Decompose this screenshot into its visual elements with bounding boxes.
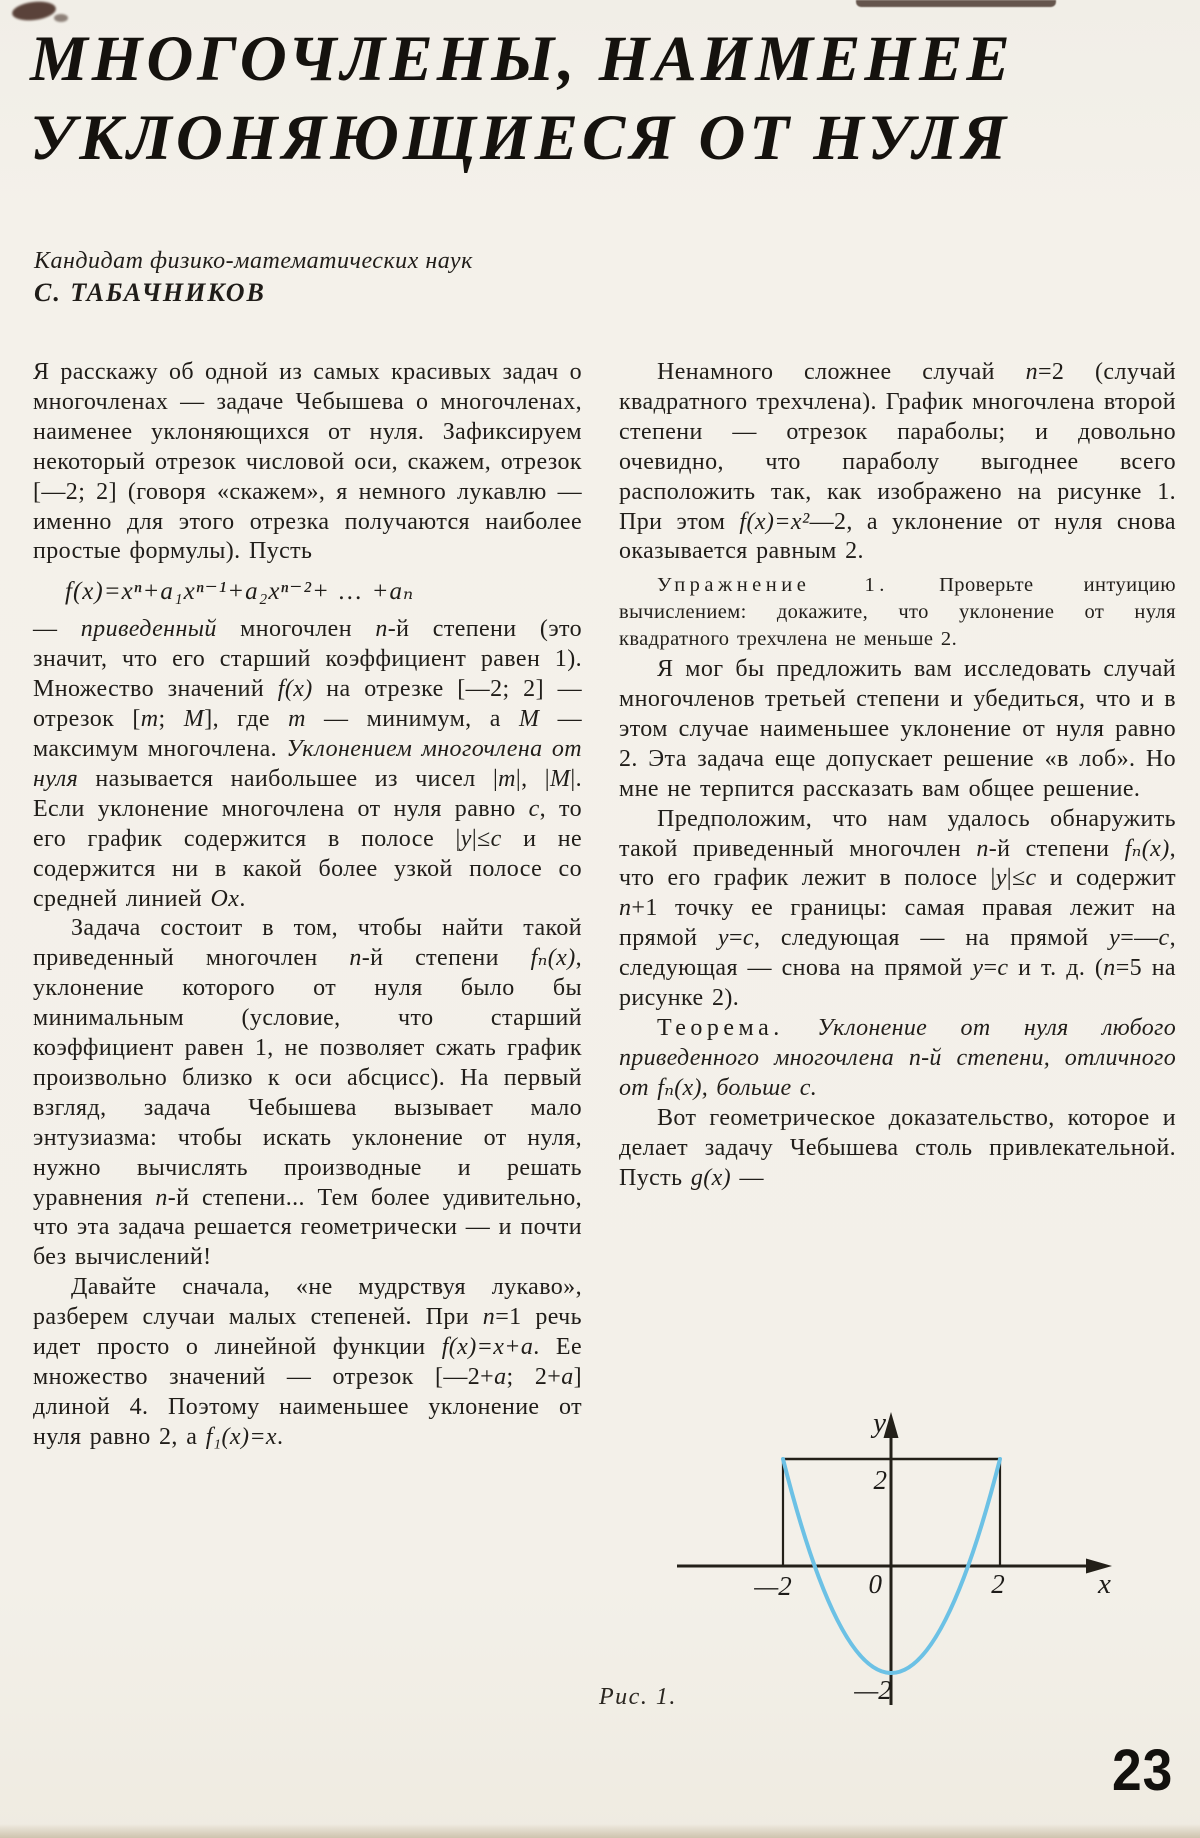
- y-axis-label: y: [873, 1407, 886, 1439]
- theorem-lead: Теорема.: [657, 1015, 784, 1041]
- exercise-text: Проверьте интуицию вычислением: докажите, что уклонение от нуля квадратного трехчлена не меньше 2.: [619, 574, 1176, 650]
- article-title-line2: УКЛОНЯЮЩИЕСЯ ОТ НУЛЯ: [30, 102, 1011, 174]
- paragraph: Я мог бы предложить вам исследовать случай многочленов третьей степени и убедиться, что и в этом случае наименьшее уклонение от нуля равно 2. Эта задача еще допускает решение «в лоб». Но мне не терпится рассказать вам общее решение.: [619, 656, 1176, 802]
- x-axis-label: x: [1098, 1568, 1111, 1600]
- right-column: [619, 358, 1176, 1193]
- origin-tick-0: 0: [868, 1569, 882, 1599]
- parabola-graph: [640, 1390, 1140, 1720]
- paragraph: Задача состоит в том, чтобы найти такой приведенный многочлен n-й степени fₙ(x), уклонение которого от нуля было бы минимальным (условие, что старший коэффициент равен 1, не позволяет сжать график произвольно близко к оси абсцисс). На первый взгляд, задача Чебышева вызывает мало энтузиазма: чтобы искать уклонение от нуля, нужно вычислять производные и решать уравнения n-й степени... Тем более удивительно, что эта задача решается геометрически — и почти без вычислений!: [33, 915, 583, 1271]
- x-tick-minus2: —2: [754, 1571, 792, 1601]
- paragraph: Я расскажу об одной из самых красивых задач о многочленах — задаче Чебышева о многочленах, наименее уклоняющихся от нуля. Зафиксируем некоторый отрезок числовой оси, скажем, отрезок [—2; 2] (говоря «скажем», я немного лукавлю — именно для этого отрезка получаются наиболее простые формулы). Пусть: [33, 359, 582, 565]
- exercise-lead: Упражнение 1.: [657, 574, 889, 597]
- paragraph: Ненамного сложнее случай n=2 (случай квадратного трехчлена). График многочлена второй степени — отрезок параболы; и довольно очевидно, что параболу выгоднее всего расположить так, как изображено на рисунке 1. При этом f(x)=x²—2, а уклонение от нуля снова оказывается равным 2.: [619, 359, 1176, 565]
- paragraph: Вот геометрическое доказательство, которое и делает задачу Чебышева столь привлекательной. Пусть g(x) —: [619, 1104, 1176, 1191]
- author-name: С. ТАБАЧНИКОВ: [34, 278, 266, 307]
- scan-artifact: [0, 1824, 1200, 1838]
- scan-artifact: [856, 0, 1056, 7]
- y-tick-minus2: —2: [854, 1675, 892, 1705]
- x-tick-2: 2: [991, 1569, 1005, 1599]
- y-tick-2: 2: [873, 1465, 887, 1495]
- paragraph: Предположим, что нам удалось обнаружить такой приведенный многочлен n-й степени fₙ(x), что его график лежит в полосе |y|≤c и содержит n+1 точку ее границы: самая правая лежит на прямой y=c, следующая — на прямой y=—c, следующая — снова на прямой y=c и т. д. (n=5 на рисунке 2).: [619, 805, 1176, 1012]
- author-degree: Кандидат физико-математических наук: [34, 248, 473, 274]
- author-block: [34, 246, 473, 309]
- figure-1-parabola-plot: [640, 1390, 1140, 1720]
- article-title-line1: МНОГОЧЛЕНЫ, НАИМЕНЕЕ: [30, 23, 1014, 95]
- paragraph: — приведенный многочлен n-й степени (это значит, что его старший коэффициент равен 1). Множество значений f(x) на отрезке [—2; 2] — отрезок [m; M], где m — минимум, а M — максимум многочлена. Уклонением многочлена от нуля называется наибольшее из чисел |m|, |M|. Если уклонение многочлена от нуля равно c, то его график содержится в полосе |y|≤c и не содержится ни в какой более узкой полосе со средней линией Ox.: [33, 616, 583, 912]
- display-formula: f(x)=xⁿ+a₁xⁿ⁻¹+a₂xⁿ⁻²+ … +aₙ: [65, 578, 415, 606]
- left-column: [33, 358, 582, 1453]
- paragraph: Давайте сначала, «не мудрствуя лукаво», разберем случаи малых степеней. При n=1 речь идет просто о линейной функции f(x)=x+a. Ее множество значений — отрезок [—2+a; 2+a] длиной 4. Поэтому наименьшее уклонение от нуля равно 2, а f₁(x)=x.: [33, 1274, 582, 1450]
- theorem-block: [619, 1014, 1176, 1104]
- figure-caption: Рис. 1.: [599, 1684, 677, 1710]
- article-title: [30, 20, 1190, 178]
- exercise-block: [619, 572, 1176, 652]
- page-number: 23: [1112, 1738, 1174, 1803]
- theorem-statement: Уклонение от нуля любого приведенного многочлена n-й степени, отличного от fₙ(x), больше c.: [619, 1015, 1177, 1101]
